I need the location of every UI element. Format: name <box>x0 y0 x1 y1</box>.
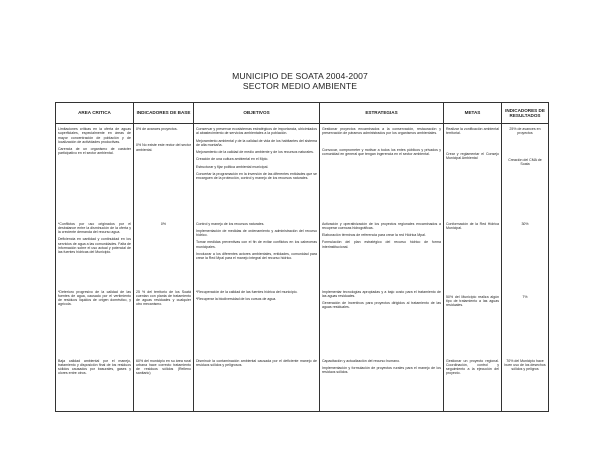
cell-text: Mejoramiento ambiental y de la calidad de vida de los habitantes del sistema de alta montaña. <box>196 138 317 147</box>
cell-metas <box>444 124 502 222</box>
header-indicadores-base: INDICADORES DE BASE <box>134 103 194 124</box>
cell-text: 50% del Municipio realiza algún tipo de tratamiento a las aguas residuales. <box>446 294 499 308</box>
cell-text: Generación de Incentivos para proyectos dirigidos al tratamiento de las aguas residuales. <box>322 301 441 310</box>
cell-text: Deficiencia en cantidad y continuidad en los servicios de agua a las comunidades. Falta de información sobre el uso actual y potencial de las fuentes hídricas del Municipio. <box>58 237 131 255</box>
cell-text: Carencia de un organismo de carácter participativo en el sector ambiental. <box>58 147 131 156</box>
cell-text: 0% No existe este rector del sector ambiental. <box>136 143 192 152</box>
cell-text: 60% del municipio en su área rural urbana hace correcto tratamiento de residuos sólidos (Relleno sanitario) <box>136 358 191 376</box>
cell-indicadores-resultados <box>502 124 549 222</box>
cell-text: *Recuperar la biodiversidad de los cursos de agua. <box>196 296 277 301</box>
cell-text: *Deterioro progresivo de la calidad de las fuentes de agua, causado por el vertimiento de residuos líquidos de origen doméstico, y agrícola. <box>58 289 131 307</box>
header-metas: METAS <box>444 103 502 124</box>
cell-text: 25 % del territorio de los Soatá cuentan con planta de tratamiento de aguas residuales y cualquier otro mecanismo. <box>136 289 191 307</box>
cell-objetivos <box>194 222 320 290</box>
cell-indicadores-resultados <box>502 290 549 359</box>
cell-text: Limitaciones críticas en la oferta de aguas superficiales, especialmente en áreas de mayor concentración de población y de localización de actividades productivas. <box>58 127 131 144</box>
table-row <box>56 359 549 412</box>
cell-estrategias <box>320 359 444 412</box>
cell-area-critica <box>56 124 134 222</box>
cell-text: 7% <box>522 294 528 299</box>
cell-text: Implementación y formulación de proyectos rurales para el manejo de los residuos sólidos. <box>322 365 441 375</box>
cell-text: 30% <box>521 221 529 226</box>
cell-text: Creación del CMA de Soata <box>508 157 542 166</box>
cell-metas <box>444 359 502 412</box>
cell-text: Implementar tecnologías apropiadas y a bajo costo para el tratamiento de las aguas residuales. <box>322 289 441 298</box>
cell-text: Gestionar proyectos encaminados a la conservación, restauración y preservación de páramos administrados por los organismos ambientales. <box>322 127 441 136</box>
cell-text: Realizar la zonificación ambiental territorial. <box>446 127 499 136</box>
cell-text: Tomar medidas preventivas con el fin de evitar conflictos en los cabeceras municipales. <box>196 240 317 249</box>
cell-metas <box>444 222 502 290</box>
cell-text: Baja calidad ambiental por el manejo, tratamiento y disposición final de los residuos sólidos causados por basurales, gases y olores entre otros. <box>58 358 131 376</box>
cell-text: Mejoramiento de la calidad de medio ambiente y de los recursos naturales. <box>196 150 314 155</box>
table-header-row <box>56 103 549 124</box>
cell-text: 70% del Municipio hace buen uso de los desechos sólidos y peligros <box>504 358 546 372</box>
title-municipality: MUNICIPIO DE SOATA 2004-2007 <box>232 71 368 81</box>
cell-text: Convocar, comprometer y motivar a todos los entes públicos y privados y comunidad en general que tengan ingerencia en el sector ambiental. <box>322 147 441 156</box>
cell-text: Gestionar un proyecto regional. Coordinación, control y seguimiento a la ejecución del proyecto. <box>446 358 499 376</box>
header-area-critica: AREA CRITICA <box>56 103 134 124</box>
cell-objetivos <box>194 290 320 359</box>
cell-text: 0% <box>160 221 167 226</box>
cell-estrategias <box>320 290 444 359</box>
cell-text: 25% de avances en proyectos <box>509 127 541 136</box>
cell-text: Estructurar y fijar política ambiental municipal. <box>196 164 269 169</box>
cell-text: Involucrar a los diferentes actores ambientales, entidades, comunidad para crear la Red Mpal para el manejo integral del recurso hídrico. <box>196 251 317 261</box>
table-row <box>56 290 549 359</box>
header-estrategias: ESTRATEGIAS <box>320 103 444 124</box>
cell-text: Concertar la programación en la inversión de las diferentes entidades que se encarguen de la protección, control y manejo de los recursos naturales. <box>196 172 317 181</box>
cell-text: Formulación del plan estratégico del recurso hídrico de forma interinstitucional. <box>322 240 441 249</box>
header-indicadores-resultados: INDICADORES DE RESULTADOS <box>502 103 549 124</box>
cell-text: Conformación de la Red Hídrica Municipal. <box>446 221 499 230</box>
cell-indicadores-base <box>134 359 194 412</box>
cell-indicadores-base <box>134 290 194 359</box>
cell-indicadores-base <box>134 222 194 290</box>
cell-indicadores-resultados <box>502 359 549 412</box>
cell-text: Disminuir la contaminación ambiental causada por el deficiente manejo de residuos sólidos y peligrosos. <box>196 358 317 367</box>
document-title <box>0 71 600 91</box>
header-objetivos: OBJETIVOS <box>194 103 320 124</box>
cell-estrategias <box>320 124 444 222</box>
table-row <box>56 124 549 222</box>
table-row <box>56 222 549 290</box>
plan-table <box>55 102 549 412</box>
cell-indicadores-base <box>134 124 194 222</box>
cell-text: *Recuperación de la calidad de las fuentes hídrica del municipio. <box>196 289 298 294</box>
cell-text: Conservar y preservar ecosistemas estratégicos de importancia, ubicimiados al abastecimiento de servicios ambientales a la población. <box>196 127 317 136</box>
cell-text: Control y manejo de los recursos naturales. <box>196 221 265 226</box>
cell-text: Creación de una cultura ambiental en el Mpio. <box>196 157 269 162</box>
cell-metas <box>444 290 502 359</box>
cell-text: Capacitación y actualización del recurso humano. <box>322 358 401 363</box>
cell-objetivos <box>194 124 320 222</box>
cell-text: 0% de avances proyectos. <box>136 127 178 131</box>
cell-text: Elaboración términos de referencia para crear la red Hídrica Mpal. <box>322 233 426 238</box>
cell-indicadores-resultados <box>502 222 549 290</box>
cell-estrategias <box>320 222 444 290</box>
cell-area-critica <box>56 290 134 359</box>
cell-area-critica <box>56 222 134 290</box>
cell-objetivos <box>194 359 320 412</box>
cell-text: *Conflictos por uso originados por el desbalance entre la disminución de la oferta y la creciente demanda del recurso agua. <box>58 221 131 235</box>
cell-text: Implementación de medidas de ordenamiento y administración del recurso hídrico. <box>196 228 317 238</box>
cell-area-critica <box>56 359 134 412</box>
title-sector: SECTOR MEDIO AMBIENTE <box>242 81 358 91</box>
cell-text: Crear y reglamentar el Consejo Municipal Ambiental <box>446 151 499 160</box>
cell-text: Activación y operativización de los proyectos regionales encaminados a recuperar cuencas hidrográficas. <box>322 221 441 230</box>
